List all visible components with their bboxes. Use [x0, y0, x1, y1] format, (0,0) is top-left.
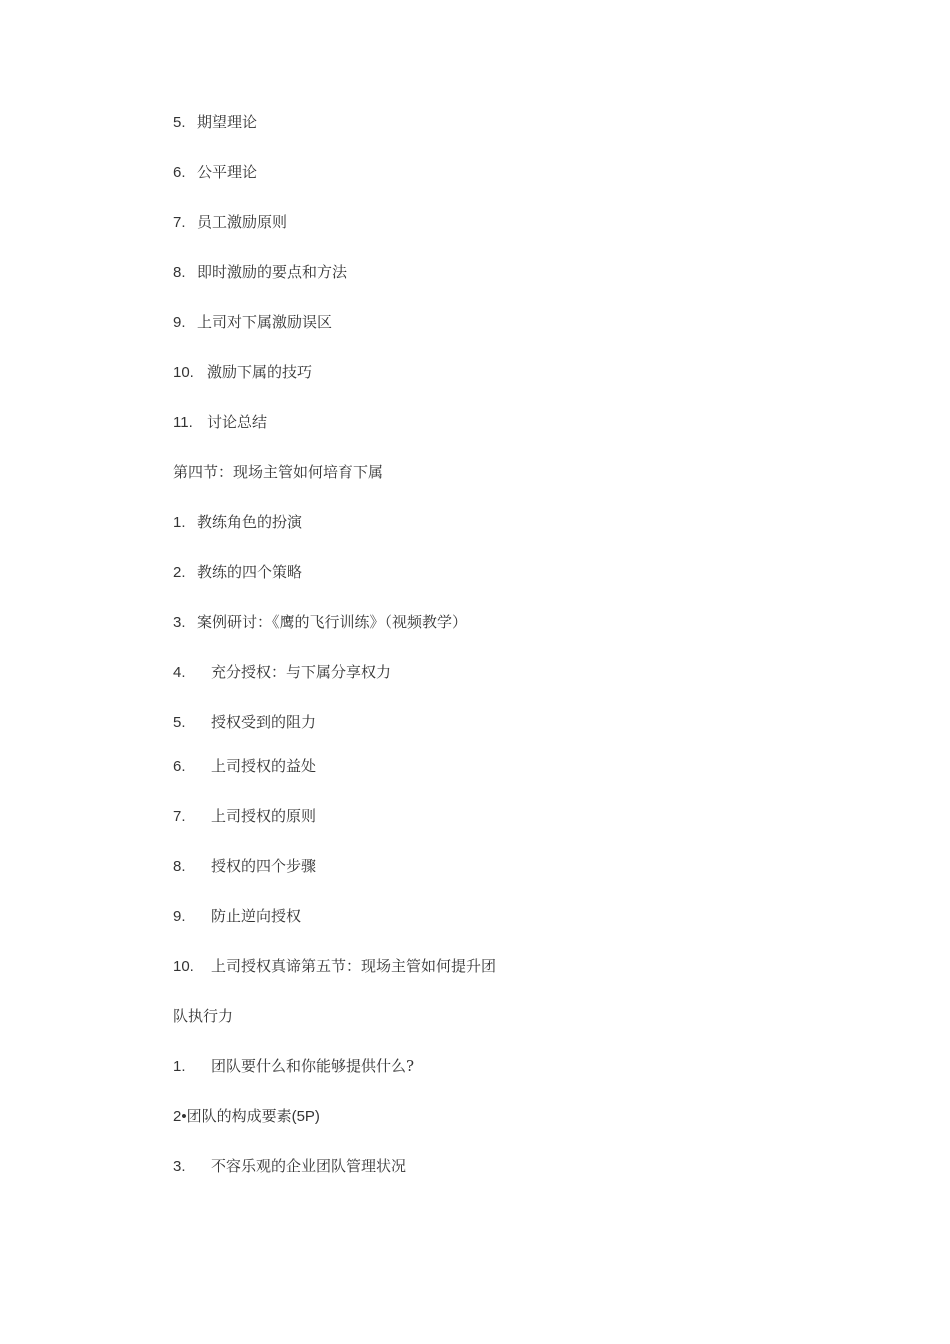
item-number: 11. — [173, 414, 193, 431]
item-number: 3. — [173, 614, 186, 631]
item-text: 上司授权真谛第五节：现场主管如何提升团 — [211, 957, 497, 975]
list-item — [173, 212, 287, 233]
item-number: 7. — [173, 214, 186, 231]
item-text: 激励下属的技巧 — [207, 363, 313, 381]
list-item — [173, 906, 301, 927]
item-text: 教练的四个策略 — [197, 563, 303, 581]
item-text: 期望理论 — [197, 113, 258, 131]
list-item — [173, 1156, 406, 1177]
item-text: 公平理论 — [197, 163, 258, 181]
list-item — [173, 362, 312, 383]
list-item — [173, 512, 302, 533]
list-item — [173, 856, 316, 877]
section-heading — [173, 462, 383, 482]
item-number: 2. — [173, 564, 186, 581]
item-number: 8. — [173, 264, 186, 281]
list-item — [173, 262, 347, 283]
list-item — [173, 112, 257, 133]
list-item — [173, 806, 316, 827]
item-number: 9. — [173, 908, 186, 925]
list-item — [173, 162, 257, 183]
section-heading-continuation — [173, 1006, 233, 1026]
item-text: 上司授权的益处 — [211, 757, 317, 775]
list-item — [173, 756, 316, 777]
item-text: 充分授权：与下属分享权力 — [211, 663, 392, 681]
item-number: 7. — [173, 808, 186, 825]
item-text: 讨论总结 — [207, 413, 268, 431]
item-number: 8. — [173, 858, 186, 875]
item-number: 1. — [173, 514, 186, 531]
list-item — [173, 712, 316, 733]
item-text: 即时激励的要点和方法 — [197, 263, 348, 281]
item-text: 2•团队的构成要素(5P) — [173, 1108, 320, 1125]
item-text: 授权受到的阻力 — [211, 713, 317, 731]
item-text: 员工激励原则 — [197, 213, 288, 231]
section-heading-text: 第四节：现场主管如何培育下属 — [173, 463, 384, 481]
item-text: 不容乐观的企业团队管理状况 — [211, 1157, 407, 1175]
item-text: 上司授权的原则 — [211, 807, 317, 825]
item-text: 上司对下属激励误区 — [197, 313, 333, 331]
item-number: 6. — [173, 164, 186, 181]
item-number: 6. — [173, 758, 186, 775]
list-item — [173, 956, 496, 977]
list-item — [173, 662, 391, 683]
item-text: 案例研讨：《鹰的飞行训练》（视频教学） — [197, 613, 468, 631]
item-text: 授权的四个步骤 — [211, 857, 317, 875]
item-text: 团队要什么和你能够提供什么? — [211, 1057, 415, 1075]
list-item — [173, 412, 267, 433]
section-heading-text: 队执行力 — [173, 1007, 234, 1025]
item-number: 10. — [173, 364, 194, 381]
item-number: 3. — [173, 1158, 186, 1175]
list-item — [173, 312, 332, 333]
item-number: 5. — [173, 714, 186, 731]
list-item — [173, 562, 302, 583]
item-number: 9. — [173, 314, 186, 331]
item-number: 5. — [173, 114, 186, 131]
item-text: 教练角色的扮演 — [197, 513, 303, 531]
list-item — [173, 1106, 320, 1127]
item-number: 1. — [173, 1058, 186, 1075]
item-number: 4. — [173, 664, 186, 681]
item-number: 10. — [173, 958, 194, 975]
item-text: 防止逆向授权 — [211, 907, 302, 925]
list-item — [173, 612, 467, 633]
list-item — [173, 1056, 414, 1077]
